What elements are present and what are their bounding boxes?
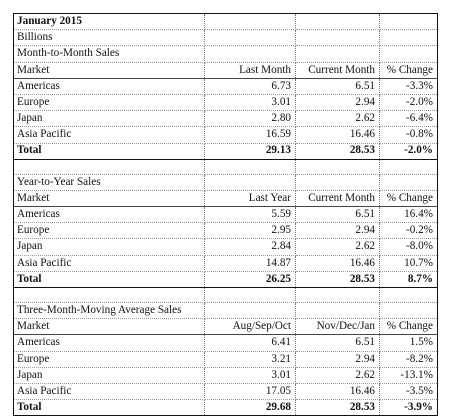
- total-current-cell[interactable]: 28.53: [296, 271, 380, 287]
- prior-value-cell[interactable]: 6.41: [205, 335, 296, 351]
- total-current-cell[interactable]: 28.53: [296, 143, 380, 159]
- change-cell[interactable]: -13.1%: [380, 367, 438, 383]
- total-row: [14, 271, 438, 287]
- market-cell[interactable]: Japan: [14, 111, 205, 127]
- current-value-cell[interactable]: 2.62: [296, 367, 380, 383]
- spacer-row: [14, 288, 438, 303]
- table-row: [14, 111, 438, 127]
- total-label-cell[interactable]: Total: [14, 400, 205, 416]
- total-row: [14, 400, 438, 416]
- market-cell[interactable]: Japan: [14, 367, 205, 383]
- section-heading[interactable]: Year-to-Year Sales: [14, 174, 205, 190]
- total-label-cell[interactable]: Total: [14, 271, 205, 287]
- sheet-title[interactable]: January 2015: [14, 14, 205, 30]
- current-value-cell[interactable]: 2.62: [296, 111, 380, 127]
- prior-value-cell[interactable]: 3.01: [205, 367, 296, 383]
- market-cell[interactable]: Europe: [14, 223, 205, 239]
- total-change-cell[interactable]: -2.0%: [380, 143, 438, 159]
- table-row: [14, 367, 438, 383]
- market-cell[interactable]: Americas: [14, 207, 205, 223]
- total-label-cell[interactable]: Total: [14, 143, 205, 159]
- column-header-prior[interactable]: Aug/Sep/Oct: [205, 319, 296, 335]
- prior-value-cell[interactable]: 16.59: [205, 127, 296, 143]
- change-cell[interactable]: -6.4%: [380, 111, 438, 127]
- current-value-cell[interactable]: 6.51: [296, 78, 380, 94]
- table-row: [14, 207, 438, 223]
- table-row: [14, 78, 438, 94]
- column-header-change[interactable]: % Change: [380, 62, 438, 78]
- change-cell[interactable]: 10.7%: [380, 255, 438, 271]
- prior-value-cell[interactable]: 5.59: [205, 207, 296, 223]
- column-header-change[interactable]: % Change: [380, 319, 438, 335]
- column-header-row: [14, 190, 438, 206]
- table-row: [14, 127, 438, 143]
- market-cell[interactable]: Asia Pacific: [14, 127, 205, 143]
- prior-value-cell[interactable]: 2.80: [205, 111, 296, 127]
- column-header-current[interactable]: Current Month: [296, 190, 380, 206]
- table-row: [14, 383, 438, 399]
- market-cell[interactable]: Americas: [14, 335, 205, 351]
- title-row: [14, 14, 438, 30]
- change-cell[interactable]: -3.3%: [380, 78, 438, 94]
- table-row: [14, 223, 438, 239]
- prior-value-cell[interactable]: 17.05: [205, 383, 296, 399]
- column-header-row: [14, 62, 438, 78]
- section-heading-row: [14, 303, 438, 319]
- table-row: [14, 239, 438, 255]
- market-cell[interactable]: Japan: [14, 239, 205, 255]
- market-cell[interactable]: Europe: [14, 351, 205, 367]
- section-heading-row: [14, 174, 438, 190]
- total-prior-cell[interactable]: 29.13: [205, 143, 296, 159]
- table-row: [14, 94, 438, 110]
- prior-value-cell[interactable]: 3.01: [205, 94, 296, 110]
- current-value-cell[interactable]: 2.62: [296, 239, 380, 255]
- table-row: [14, 255, 438, 271]
- column-header-prior[interactable]: Last Year: [205, 190, 296, 206]
- current-value-cell[interactable]: 16.46: [296, 255, 380, 271]
- column-header-row: [14, 319, 438, 335]
- total-prior-cell[interactable]: 26.25: [205, 271, 296, 287]
- total-current-cell[interactable]: 28.53: [296, 400, 380, 416]
- total-row: [14, 143, 438, 159]
- current-value-cell[interactable]: 6.51: [296, 335, 380, 351]
- section-heading[interactable]: Month-to-Month Sales: [14, 46, 205, 62]
- table-row: [14, 351, 438, 367]
- prior-value-cell[interactable]: 14.87: [205, 255, 296, 271]
- total-change-cell[interactable]: 8.7%: [380, 271, 438, 287]
- prior-value-cell[interactable]: 2.84: [205, 239, 296, 255]
- change-cell[interactable]: 1.5%: [380, 335, 438, 351]
- current-value-cell[interactable]: 16.46: [296, 127, 380, 143]
- prior-value-cell[interactable]: 3.21: [205, 351, 296, 367]
- column-header-market[interactable]: Market: [14, 62, 205, 78]
- change-cell[interactable]: -8.0%: [380, 239, 438, 255]
- column-header-market[interactable]: Market: [14, 190, 205, 206]
- sales-table: [13, 13, 438, 416]
- change-cell[interactable]: -0.2%: [380, 223, 438, 239]
- change-cell[interactable]: -3.5%: [380, 383, 438, 399]
- section-heading[interactable]: Three-Month-Moving Average Sales: [14, 303, 205, 319]
- column-header-change[interactable]: % Change: [380, 190, 438, 206]
- current-value-cell[interactable]: 2.94: [296, 351, 380, 367]
- current-value-cell[interactable]: 2.94: [296, 223, 380, 239]
- prior-value-cell[interactable]: 6.73: [205, 78, 296, 94]
- market-cell[interactable]: Asia Pacific: [14, 383, 205, 399]
- change-cell[interactable]: -0.8%: [380, 127, 438, 143]
- change-cell[interactable]: -8.2%: [380, 351, 438, 367]
- unit-row: [14, 30, 438, 46]
- change-cell[interactable]: 16.4%: [380, 207, 438, 223]
- column-header-market[interactable]: Market: [14, 319, 205, 335]
- total-prior-cell[interactable]: 29.68: [205, 400, 296, 416]
- current-value-cell[interactable]: 2.94: [296, 94, 380, 110]
- table-row: [14, 335, 438, 351]
- column-header-current[interactable]: Current Month: [296, 62, 380, 78]
- total-change-cell[interactable]: -3.9%: [380, 400, 438, 416]
- prior-value-cell[interactable]: 2.95: [205, 223, 296, 239]
- unit-label[interactable]: Billions: [14, 30, 205, 46]
- market-cell[interactable]: Europe: [14, 94, 205, 110]
- section-heading-row: [14, 46, 438, 62]
- change-cell[interactable]: -2.0%: [380, 94, 438, 110]
- market-cell[interactable]: Asia Pacific: [14, 255, 205, 271]
- current-value-cell[interactable]: 6.51: [296, 207, 380, 223]
- spacer-row: [14, 159, 438, 174]
- column-header-current[interactable]: Nov/Dec/Jan: [296, 319, 380, 335]
- market-cell[interactable]: Americas: [14, 78, 205, 94]
- column-header-prior[interactable]: Last Month: [205, 62, 296, 78]
- current-value-cell[interactable]: 16.46: [296, 383, 380, 399]
